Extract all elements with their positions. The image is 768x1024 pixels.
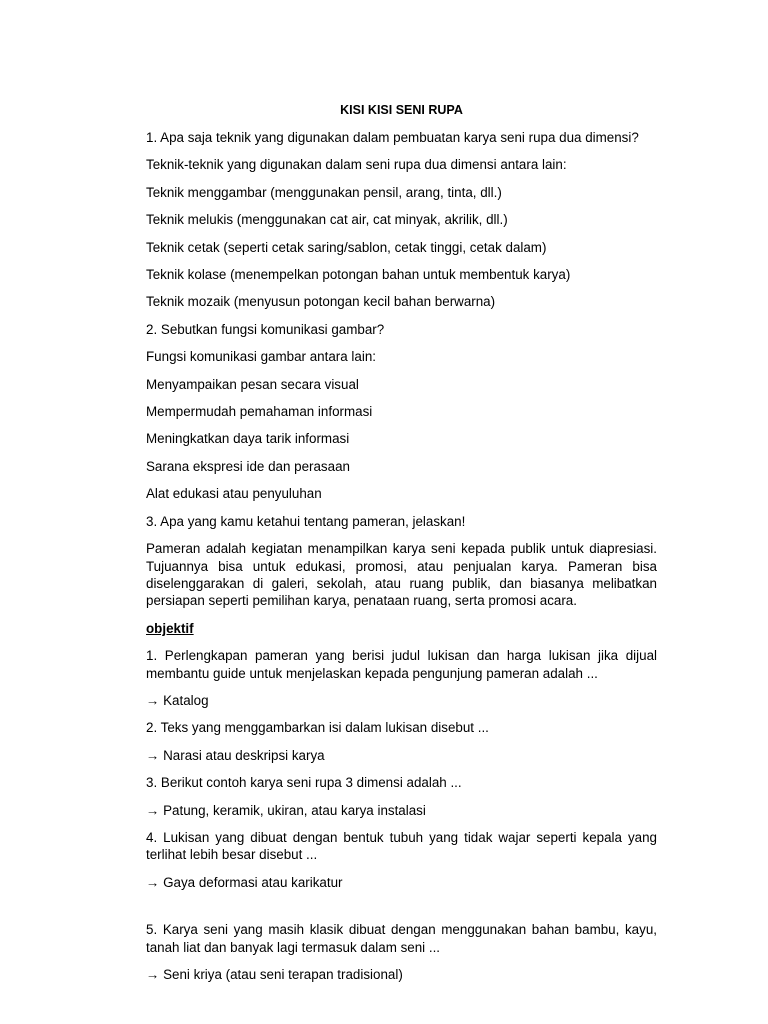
answer-1-item: Teknik menggambar (menggunakan pensil, arang, tinta, dll.) bbox=[146, 184, 502, 200]
objective-answer-2: → Narasi atau deskripsi karya bbox=[146, 747, 325, 763]
answer-1-item: Teknik cetak (seperti cetak saring/sablon, cetak tinggi, cetak dalam) bbox=[146, 239, 547, 255]
objective-answer-3: → Patung, keramik, ukiran, atau karya instalasi bbox=[146, 802, 426, 818]
objective-question-5: 5. Karya seni yang masih klasik dibuat dengan menggunakan bahan bambu, kayu, tanah liat dan banyak lagi termasuk dalam seni ... bbox=[146, 922, 657, 955]
document-title: KISI KISI SENI RUPA bbox=[340, 103, 463, 117]
document-page bbox=[146, 102, 657, 993]
objective-question-3: 3. Berikut contoh karya seni rupa 3 dimensi adalah ... bbox=[146, 775, 462, 791]
objective-question-4: 4. Lukisan yang dibuat dengan bentuk tubuh yang tidak wajar seperti kepala yang terlihat lebih besar disebut ... bbox=[146, 829, 657, 863]
answer-3: Pameran adalah kegiatan menampilkan karya seni kepada publik untuk diapresiasi. Tujuannya bisa untuk edukasi, promosi, atau penjualan karya. Pameran bisa diselenggarakan di galeri, sekolah, atau ruang publik, dan biasanya melibatkan persiapan seperti pemilihan karya, penataan ruang, serta promosi acara. bbox=[146, 541, 657, 609]
objective-question-1: 1. Perlengkapan pameran yang berisi judul lukisan dan harga lukisan jika dijual membantu guide untuk menjelaskan kepada pengunjung pameran adalah ... bbox=[146, 648, 657, 681]
objective-answer-1: → Katalog bbox=[146, 692, 209, 708]
answer-2-item: Alat edukasi atau penyuluhan bbox=[146, 486, 322, 502]
question-2: 2. Sebutkan fungsi komunikasi gambar? bbox=[146, 321, 385, 337]
question-1: 1. Apa saja teknik yang digunakan dalam pembuatan karya seni rupa dua dimensi? bbox=[146, 130, 639, 145]
objective-heading: objektif bbox=[146, 620, 194, 636]
answer-1-item: Teknik kolase (menempelkan potongan bahan untuk membentuk karya) bbox=[146, 267, 571, 283]
blank-line bbox=[146, 901, 657, 921]
answer-2-item: Mempermudah pemahaman informasi bbox=[146, 404, 373, 420]
objective-answer-4: → Gaya deformasi atau karikatur bbox=[146, 874, 343, 890]
answer-1-intro: Teknik-teknik yang digunakan dalam seni rupa dua dimensi antara lain: bbox=[146, 157, 567, 173]
answer-2-item: Meningkatkan daya tarik informasi bbox=[146, 431, 350, 447]
answer-2-item: Sarana ekspresi ide dan perasaan bbox=[146, 458, 350, 474]
question-3: 3. Apa yang kamu ketahui tentang pameran, jelaskan! bbox=[146, 513, 466, 529]
objective-question-2: 2. Teks yang menggambarkan isi dalam lukisan disebut ... bbox=[146, 720, 489, 736]
answer-1-item: Teknik mozaik (menyusun potongan kecil bahan berwarna) bbox=[146, 294, 496, 310]
objective-answer-5: → Seni kriya (atau seni terapan tradisional) bbox=[146, 967, 403, 982]
answer-2-item: Menyampaikan pesan secara visual bbox=[146, 376, 359, 392]
answer-1-item: Teknik melukis (menggunakan cat air, cat minyak, akrilik, dll.) bbox=[146, 212, 508, 228]
answer-2-intro: Fungsi komunikasi gambar antara lain: bbox=[146, 349, 376, 365]
